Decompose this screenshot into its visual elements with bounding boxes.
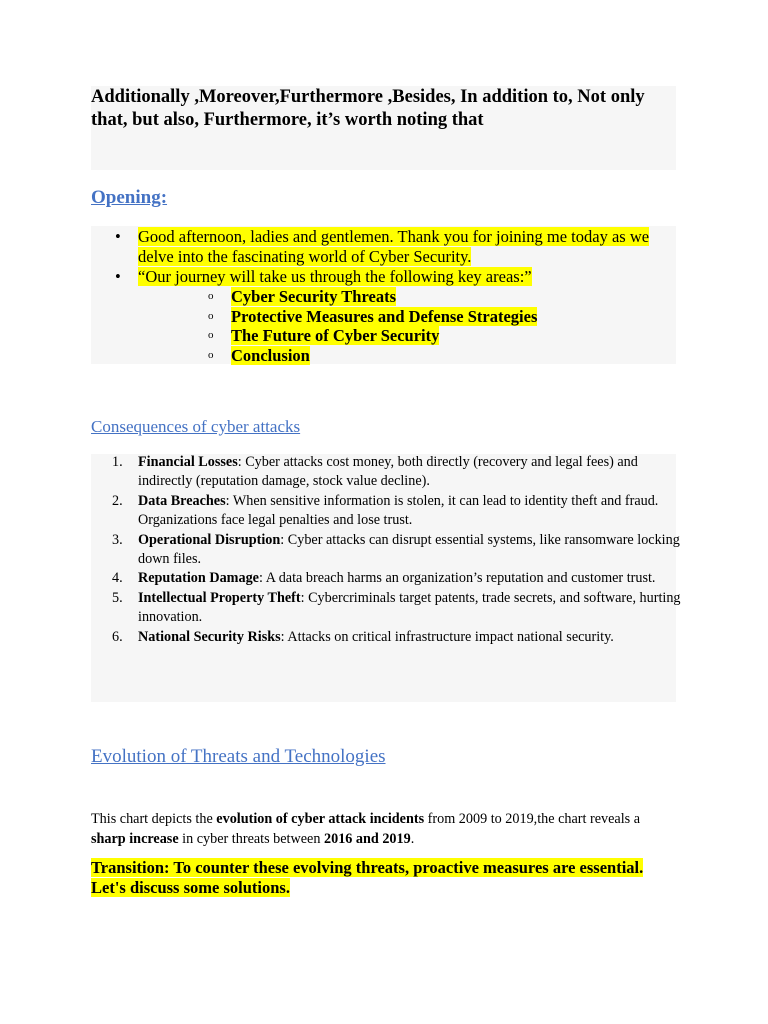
description-bold: 2016 and 2019 [324, 831, 411, 847]
evolution-heading: Evolution of Threats and Technologies [91, 746, 386, 767]
key-areas-list [138, 287, 681, 365]
consequence-desc: : Cybercriminals target patents, trade secrets, and software, hurting innovation. [138, 589, 681, 626]
consequence-term: Operational Disruption [138, 531, 281, 548]
key-area-label: Protective Measures and Defense Strategies [231, 306, 538, 326]
key-area-label: The Future of Cyber Security [231, 326, 440, 346]
consequence-item [91, 569, 681, 588]
consequence-item [91, 589, 681, 628]
description-bold: sharp increase [91, 831, 179, 847]
key-area-item [138, 287, 681, 307]
consequence-item [91, 531, 681, 570]
circle-bullet-icon: o [208, 309, 214, 322]
greeting-text: Good afternoon, ladies and gentlemen. Thank you for joining me today as we delve into the fascinating world of Cyber Security. [138, 227, 650, 266]
item-number: 1. [112, 454, 123, 470]
transition-words-paragraph: Additionally ,Moreover,Furthermore ,Besides, In addition to, Not only that, but also, Furthermore, it’s worth noting that [91, 87, 645, 130]
opening-heading: Opening: [91, 187, 168, 208]
item-number: 2. [112, 492, 123, 509]
bullet-icon: • [115, 267, 121, 286]
consequence-desc: : A data breach harms an organization’s reputation and customer trust. [258, 570, 656, 587]
consequence-desc: : When sensitive information is stolen, it can lead to identity theft and fraud. Organizations face legal penalties and lose trust. [138, 492, 659, 529]
consequence-item [91, 453, 681, 492]
circle-bullet-icon: o [208, 348, 214, 361]
key-area-label: Cyber Security Threats [231, 287, 396, 306]
item-number: 6. [112, 628, 123, 645]
description-text: in cyber threats between [178, 831, 324, 847]
key-area-item [138, 326, 681, 346]
key-area-item [138, 307, 681, 327]
consequence-item [91, 492, 681, 531]
bullet-icon: • [115, 227, 121, 246]
consequence-term: National Security Risks [138, 628, 281, 645]
description-text: from 2009 to 2019,the chart reveals a [424, 811, 641, 827]
bullet-item [91, 267, 681, 365]
description-text: . [410, 831, 415, 847]
key-area-item [138, 346, 681, 366]
item-number: 5. [112, 589, 123, 606]
consequence-term: Intellectual Property Theft [138, 589, 301, 606]
opening-bullet-list [91, 227, 681, 365]
description-bold: evolution of cyber attack incidents [216, 811, 425, 827]
consequence-term: Reputation Damage [138, 570, 259, 587]
bullet-item [91, 227, 681, 267]
consequence-desc: : Cyber attacks can disrupt essential systems, like ransomware locking down files. [138, 531, 680, 568]
consequences-list [91, 453, 681, 647]
consequence-term: Financial Losses [138, 454, 238, 470]
consequence-term: Data Breaches [138, 492, 226, 509]
consequences-heading: Consequences of cyber attacks [91, 417, 301, 436]
circle-bullet-icon: o [208, 290, 214, 302]
description-text: This chart depicts the [91, 811, 217, 827]
circle-bullet-icon: o [208, 329, 214, 342]
consequence-desc: : Cyber attacks cost money, both directly (recovery and legal fees) and indirectly (reputation damage, stock value decline). [138, 454, 638, 490]
item-number: 3. [112, 531, 123, 548]
consequence-item [91, 628, 681, 647]
item-number: 4. [112, 570, 123, 587]
transition-paragraph [91, 858, 671, 898]
key-area-label: Conclusion [231, 345, 310, 365]
consequence-desc: : Attacks on critical infrastructure impact national security. [280, 628, 614, 645]
transition-text: Transition: To counter these evolving threats, proactive measures are essential. Let's discuss some solutions. [91, 858, 644, 897]
chart-description [91, 809, 671, 849]
journey-text: “Our journey will take us through the following key areas:” [138, 267, 532, 286]
